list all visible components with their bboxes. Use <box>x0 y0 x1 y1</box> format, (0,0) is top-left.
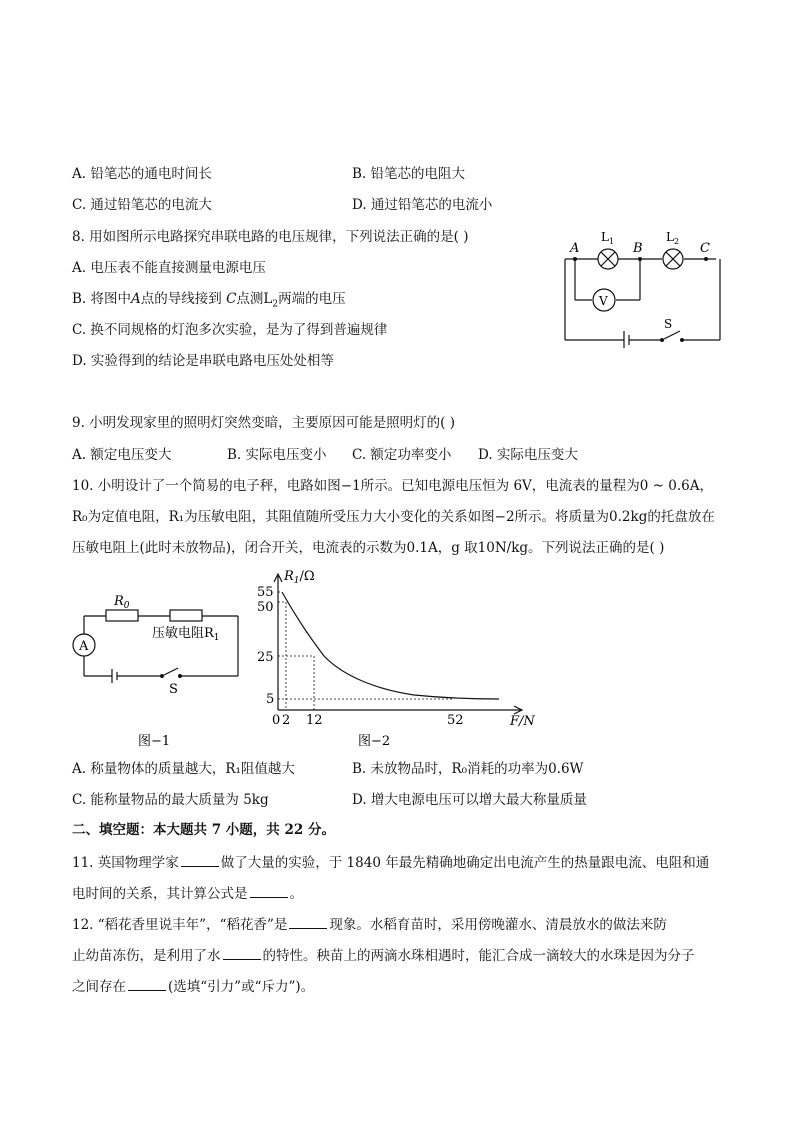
q10-option-c: C. 能称量物品的最大质量为 5kg <box>72 792 269 808</box>
fig2-ytick-25: 25 <box>257 650 274 665</box>
fig2-xtick-0: 0 <box>272 713 281 728</box>
q7-option-b: B. 铅笔芯的电阻大 <box>352 166 466 182</box>
fig2-ytick-55: 55 <box>257 585 274 600</box>
q12-blank-3[interactable] <box>128 976 166 991</box>
q11-line-1: 11. 英国物理学家 做了大量的实验，于 1840 年最先精确地确定出电流产生的热量跟电流、电阻和通 <box>72 852 709 873</box>
q10-figure-1-circuit <box>68 588 248 753</box>
fig1-caption: 图−1 <box>138 734 171 749</box>
q8-circuit-diagram <box>560 228 730 348</box>
q11-blank-2[interactable] <box>250 883 288 898</box>
fig2-ytick-50: 50 <box>257 600 274 615</box>
fig2-xtick-52: 52 <box>447 713 464 728</box>
q10-option-a: A. 称量物体的质量越大，R₁阻值越大 <box>72 761 295 777</box>
q8-option-a: A. 电压表不能直接测量电源电压 <box>72 260 266 276</box>
q9-option-b: B. 实际电压变小 <box>227 447 327 463</box>
q8-option-c: C. 换不同规格的灯泡多次实验，是为了得到普遍规律 <box>72 322 388 338</box>
fig1-switch-label: S <box>169 682 178 697</box>
fig1-label-r0: $R_0$ <box>114 594 130 611</box>
q8-stem: 8. 用如图所示电路探究串联电路的电压规律，下列说法正确的是( ) <box>72 229 469 245</box>
q7-option-d: D. 通过铅笔芯的电流小 <box>352 197 493 213</box>
q12-line-2: 止幼苗冻伤，是利用了水 的特性。秧苗上的两滴水珠相遇时，能汇合成一滴较大的水珠是因为分子 <box>72 945 695 966</box>
fig2-xtick-2: 2 <box>282 713 291 728</box>
q8-option-d: D. 实验得到的结论是串联电路电压处处相等 <box>72 353 334 369</box>
q12-line-3: 之间存在 (选填“引力”或“斥力”)。 <box>72 976 314 997</box>
fig2-xtick-12: 12 <box>306 713 323 728</box>
q7-option-a: A. 铅笔芯的通电时间长 <box>72 166 212 182</box>
q9-option-c: C. 额定功率变小 <box>352 447 452 463</box>
voltmeter-label: V <box>599 294 608 308</box>
circuit-label-l1: $L_1$ <box>601 230 615 246</box>
circuit-label-a: A <box>570 241 580 256</box>
q11-blank-1[interactable] <box>181 852 219 867</box>
switch-label: S <box>664 317 673 331</box>
q10-line-3: 压敏电阻上(此时未放物品)，闭合开关，电流表的示数为0.1A，g 取10N/kg。下列说法正确的是( ) <box>72 540 665 556</box>
fig2-caption: 图−2 <box>358 734 391 749</box>
q10-option-d: D. 增大电源电压可以增大最大称量质量 <box>352 792 587 808</box>
circuit-label-l2: $L_2$ <box>666 230 680 246</box>
q12-blank-1[interactable] <box>289 914 327 929</box>
section-2-title: 二、填空题：本大题共 7 小题，共 22 分。 <box>72 822 335 838</box>
q9-option-a: A. 额定电压变大 <box>72 447 172 463</box>
q12-line-1: 12. “稻花香里说丰年”，“稻花香”是 现象。水稻育苗时，采用傍晚灌水、清晨放水的做法来防 <box>72 914 667 935</box>
q11-line-2: 电时间的关系，其计算公式是 。 <box>72 883 303 904</box>
fig1-label-r1: 压敏电阻$R_1$ <box>152 626 220 643</box>
q7-option-c: C. 通过铅笔芯的电流大 <box>72 197 212 213</box>
q8-option-b: B. 将图中A点的导线接到 C点测$L_2$两端的电压 <box>72 291 346 310</box>
circuit-label-c: C <box>700 241 710 256</box>
q9-stem: 9. 小明发现家里的照明灯突然变暗，主要原因可能是照明灯的( ) <box>72 415 455 431</box>
q12-blank-2[interactable] <box>223 945 261 960</box>
q10-line-2: R₀为定值电阻，R₁为压敏电阻，其阻值随所受压力大小变化的关系如图−2所示。将质量为0.2kg的托盘放在 <box>72 509 715 525</box>
ammeter-label: A <box>79 639 89 654</box>
q10-figure-2-graph <box>254 562 544 754</box>
q10-line-1: 10. 小明设计了一个简易的电子秤，电路如图−1所示。已知电源电压恒为 6V，电流表的量程为0 ~ 0.6A， <box>72 478 713 494</box>
q10-option-b: B. 未放物品时，R₀消耗的功率为0.6W <box>352 761 584 777</box>
circuit-label-b: B <box>633 241 643 256</box>
fig2-ytick-5: 5 <box>266 692 275 707</box>
fig2-y-axis-label: $R_1/\Omega$ <box>284 569 315 586</box>
q9-option-d: D. 实际电压变大 <box>478 447 578 463</box>
fig2-x-axis-label: F/N <box>510 714 535 729</box>
